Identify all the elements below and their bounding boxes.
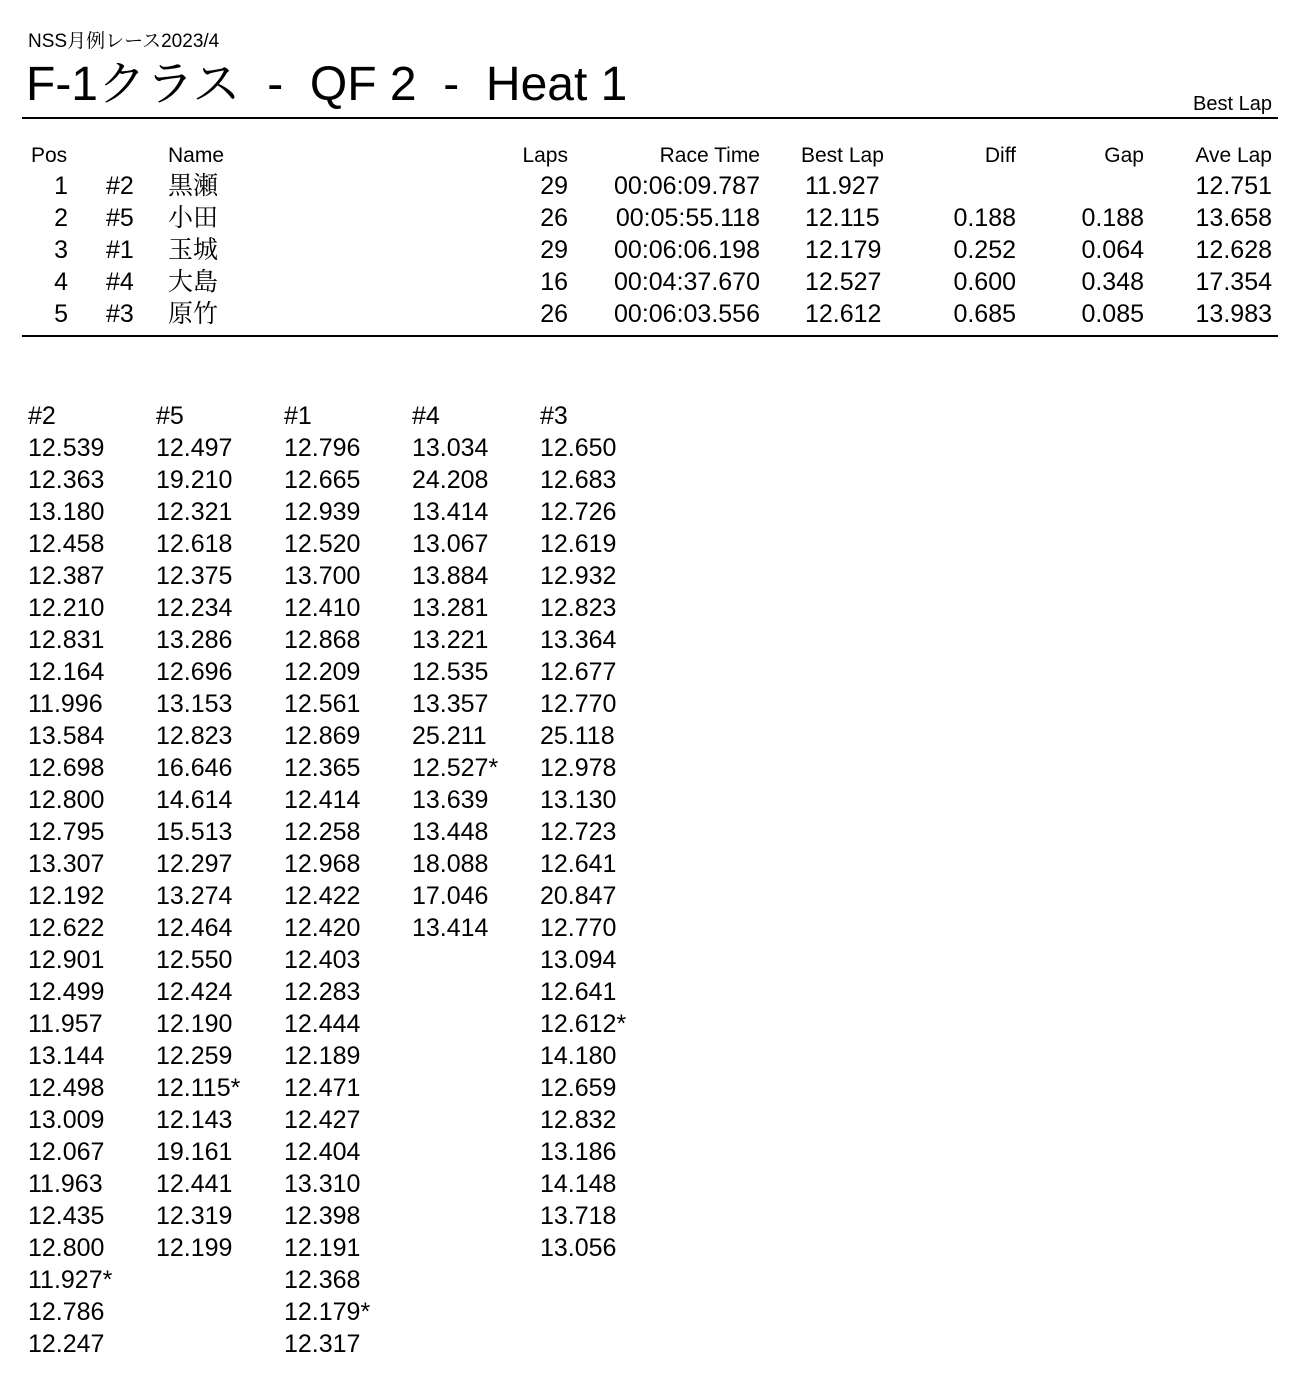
lap-time: 12.422 — [284, 882, 361, 910]
lap-time: 13.144 — [28, 1042, 105, 1070]
result-pos: 1 — [54, 172, 68, 200]
lap-time: 13.180 — [28, 498, 105, 526]
lap-time: 14.148 — [540, 1170, 617, 1198]
lap-time: 11.957 — [28, 1010, 103, 1038]
result-car-number: #1 — [106, 236, 134, 264]
report-subtitle: NSS月例レース2023/4 — [28, 31, 220, 52]
lap-time: 12.786 — [28, 1298, 105, 1326]
lap-time: 13.274 — [156, 882, 233, 910]
lap-time: 20.847 — [540, 882, 617, 910]
result-best-lap: 12.179 — [805, 236, 882, 264]
lap-time: 14.180 — [540, 1042, 617, 1070]
lap-time: 12.659 — [540, 1074, 617, 1102]
lap-time: 12.420 — [284, 914, 361, 942]
lap-time: 12.622 — [28, 914, 105, 942]
lap-time: 12.800 — [28, 1234, 105, 1262]
lap-time: 13.357 — [412, 690, 489, 718]
lap-time: 12.258 — [284, 818, 361, 846]
lap-time: 12.067 — [28, 1138, 105, 1166]
lap-time: 13.286 — [156, 626, 233, 654]
lap-time: 12.471 — [284, 1074, 361, 1102]
result-row — [0, 234, 1296, 266]
lap-time: 12.696 — [156, 658, 233, 686]
report-title: F-1クラス - QF 2 - Heat 1 — [26, 58, 628, 111]
lap-time: 12.832 — [540, 1106, 617, 1134]
lap-time: 11.963 — [28, 1170, 103, 1198]
result-row — [0, 170, 1296, 202]
result-car-number: #5 — [106, 204, 134, 232]
result-car-number: #3 — [106, 300, 134, 328]
result-car-number: #4 — [106, 268, 134, 296]
lap-time: 12.190 — [156, 1010, 233, 1038]
lap-time: 17.046 — [412, 882, 489, 910]
lap-time: 13.307 — [28, 850, 105, 878]
lap-time: 12.665 — [284, 466, 361, 494]
result-ave-lap: 13.658 — [1195, 204, 1272, 232]
lap-time: 12.234 — [156, 594, 233, 622]
lap-time: 12.939 — [284, 498, 361, 526]
result-ave-lap: 13.983 — [1195, 300, 1272, 328]
lap-time: 19.210 — [156, 466, 233, 494]
lap-time: 12.770 — [540, 914, 617, 942]
lap-time: 12.868 — [284, 626, 361, 654]
lap-time: 12.723 — [540, 818, 617, 846]
lap-time: 12.191 — [284, 1234, 361, 1262]
top-divider — [22, 117, 1278, 119]
results-body — [0, 170, 1296, 330]
lap-time: 12.770 — [540, 690, 617, 718]
lap-time: 25.211 — [412, 722, 487, 750]
lap-time: 12.683 — [540, 466, 617, 494]
lap-time: 12.800 — [28, 786, 105, 814]
lap-column — [156, 400, 284, 1264]
lap-column — [284, 400, 412, 1360]
lap-time: 11.927* — [28, 1266, 113, 1294]
lap-time: 12.978 — [540, 754, 617, 782]
lap-time: 12.365 — [284, 754, 361, 782]
lap-time: 12.823 — [540, 594, 617, 622]
result-ave-lap: 12.751 — [1195, 172, 1272, 200]
lap-time: 12.179* — [284, 1298, 371, 1326]
lap-time: 12.403 — [284, 946, 361, 974]
lap-time: 12.247 — [28, 1330, 105, 1358]
lap-time: 12.375 — [156, 562, 233, 590]
result-laps: 16 — [540, 268, 568, 296]
lap-time: 12.641 — [540, 850, 617, 878]
lap-time: 13.364 — [540, 626, 617, 654]
result-pos: 4 — [54, 268, 68, 296]
result-diff: 0.685 — [953, 300, 1016, 328]
lap-time: 12.414 — [284, 786, 361, 814]
lap-time: 12.535 — [412, 658, 489, 686]
lap-time: 12.199 — [156, 1234, 233, 1262]
result-race-time: 00:06:06.198 — [614, 236, 760, 264]
lap-time: 12.164 — [28, 658, 105, 686]
result-pos: 5 — [54, 300, 68, 328]
lap-time: 12.363 — [28, 466, 105, 494]
result-gap: 0.348 — [1081, 268, 1144, 296]
result-driver-name: 大島 — [168, 268, 219, 296]
lap-time: 14.614 — [156, 786, 233, 814]
result-row — [0, 298, 1296, 330]
lap-time: 12.932 — [540, 562, 617, 590]
lap-time: 13.153 — [156, 690, 233, 718]
lap-time: 13.310 — [284, 1170, 361, 1198]
lap-time: 12.619 — [540, 530, 617, 558]
lap-column-car: #2 — [28, 402, 56, 430]
lap-time: 12.677 — [540, 658, 617, 686]
lap-time: 13.067 — [412, 530, 489, 558]
result-laps: 26 — [540, 300, 568, 328]
result-row — [0, 266, 1296, 298]
lap-time: 12.210 — [28, 594, 105, 622]
results-header-row — [0, 142, 1296, 170]
lap-time: 12.831 — [28, 626, 105, 654]
lap-time: 13.221 — [412, 626, 489, 654]
lap-time: 12.641 — [540, 978, 617, 1006]
lap-time: 13.186 — [540, 1138, 617, 1166]
lap-time: 18.088 — [412, 850, 489, 878]
lap-time: 12.387 — [28, 562, 105, 590]
lap-time: 12.497 — [156, 434, 233, 462]
result-driver-name: 玉城 — [168, 236, 219, 264]
col-header-laps: Laps — [522, 144, 568, 167]
lap-time: 12.795 — [28, 818, 105, 846]
result-gap: 0.085 — [1081, 300, 1144, 328]
result-best-lap: 12.115 — [805, 204, 880, 232]
lap-time: 12.726 — [540, 498, 617, 526]
result-diff: 0.600 — [953, 268, 1016, 296]
lap-time: 13.094 — [540, 946, 617, 974]
col-header-name: Name — [168, 144, 225, 167]
result-gap: 0.188 — [1081, 204, 1144, 232]
result-race-time: 00:06:09.787 — [614, 172, 760, 200]
lap-time: 12.209 — [284, 658, 361, 686]
bottom-divider — [22, 335, 1278, 337]
lap-time: 12.410 — [284, 594, 361, 622]
result-race-time: 00:05:55.118 — [615, 204, 760, 232]
result-ave-lap: 12.628 — [1195, 236, 1272, 264]
results-table — [0, 142, 1296, 330]
lap-time: 12.869 — [284, 722, 361, 750]
lap-column — [412, 400, 540, 944]
lap-column-car: #3 — [540, 402, 568, 430]
lap-time: 12.427 — [284, 1106, 361, 1134]
lap-time: 12.498 — [28, 1074, 105, 1102]
lap-time: 12.698 — [28, 754, 105, 782]
lap-time: 13.884 — [412, 562, 489, 590]
lap-column — [540, 400, 668, 1264]
lap-time: 12.561 — [284, 690, 361, 718]
result-pos: 3 — [54, 236, 68, 264]
lap-time: 13.414 — [412, 498, 489, 526]
lap-time: 11.996 — [28, 690, 103, 718]
lap-column — [28, 400, 156, 1360]
result-best-lap: 12.612 — [805, 300, 882, 328]
lap-time: 25.118 — [540, 722, 615, 750]
lap-time: 13.034 — [412, 434, 489, 462]
result-diff: 0.188 — [953, 204, 1016, 232]
sort-label: Best Lap — [1193, 93, 1272, 115]
lap-time: 12.968 — [284, 850, 361, 878]
result-driver-name: 黒瀬 — [168, 172, 219, 200]
lap-time: 12.189 — [284, 1042, 361, 1070]
result-best-lap: 11.927 — [805, 172, 880, 200]
col-header-gap: Gap — [1104, 144, 1144, 167]
col-header-ave-lap: Ave Lap — [1195, 144, 1272, 167]
result-laps: 29 — [540, 172, 568, 200]
lap-time: 12.319 — [156, 1202, 233, 1230]
lap-time: 13.414 — [412, 914, 489, 942]
lap-time: 13.718 — [540, 1202, 617, 1230]
lap-time: 12.458 — [28, 530, 105, 558]
lap-time: 12.368 — [284, 1266, 361, 1294]
lap-time: 12.441 — [156, 1170, 233, 1198]
lap-time: 12.520 — [284, 530, 361, 558]
lap-time: 13.281 — [412, 594, 489, 622]
result-best-lap: 12.527 — [805, 268, 882, 296]
lap-time: 15.513 — [156, 818, 233, 846]
lap-time: 13.009 — [28, 1106, 105, 1134]
lap-time: 12.297 — [156, 850, 233, 878]
result-diff: 0.252 — [953, 236, 1016, 264]
lap-time: 12.424 — [156, 978, 233, 1006]
result-ave-lap: 17.354 — [1195, 268, 1272, 296]
result-driver-name: 原竹 — [168, 300, 219, 328]
lap-time: 13.448 — [412, 818, 489, 846]
lap-time: 12.321 — [156, 498, 233, 526]
col-header-race-time: Race Time — [659, 144, 760, 167]
lap-time: 12.259 — [156, 1042, 233, 1070]
lap-time: 12.464 — [156, 914, 233, 942]
result-race-time: 00:04:37.670 — [614, 268, 760, 296]
lap-time: 12.650 — [540, 434, 617, 462]
result-gap: 0.064 — [1081, 236, 1144, 264]
col-header-best-lap: Best Lap — [801, 144, 884, 167]
result-laps: 29 — [540, 236, 568, 264]
lap-time: 12.901 — [28, 946, 105, 974]
lap-column-car: #4 — [412, 402, 440, 430]
lap-time: 13.130 — [540, 786, 617, 814]
result-laps: 26 — [540, 204, 568, 232]
result-pos: 2 — [54, 204, 68, 232]
lap-time: 12.539 — [28, 434, 105, 462]
lap-time: 12.192 — [28, 882, 105, 910]
lap-time: 12.618 — [156, 530, 233, 558]
lap-time: 12.398 — [284, 1202, 361, 1230]
lap-time: 12.317 — [284, 1330, 361, 1358]
col-header-pos: Pos — [31, 144, 68, 167]
lap-column-car: #1 — [284, 402, 312, 430]
lap-time: 13.700 — [284, 562, 361, 590]
result-race-time: 00:06:03.556 — [614, 300, 760, 328]
lap-time: 13.639 — [412, 786, 489, 814]
lap-time: 19.161 — [156, 1138, 233, 1166]
lap-time: 12.823 — [156, 722, 233, 750]
result-car-number: #2 — [106, 172, 134, 200]
lap-time: 12.115* — [156, 1074, 241, 1102]
lap-time: 13.056 — [540, 1234, 617, 1262]
lap-time: 12.612* — [540, 1010, 627, 1038]
lap-column-car: #5 — [156, 402, 184, 430]
lap-time: 12.435 — [28, 1202, 105, 1230]
lap-time: 12.444 — [284, 1010, 361, 1038]
lap-time: 12.499 — [28, 978, 105, 1006]
lap-time: 12.404 — [284, 1138, 361, 1166]
lap-time: 13.584 — [28, 722, 105, 750]
lap-time: 12.527* — [412, 754, 499, 782]
lap-time: 12.283 — [284, 978, 361, 1006]
lap-time: 12.143 — [156, 1106, 233, 1134]
lap-time: 24.208 — [412, 466, 489, 494]
lap-time: 16.646 — [156, 754, 233, 782]
lap-time: 12.550 — [156, 946, 233, 974]
result-row — [0, 202, 1296, 234]
col-header-diff: Diff — [984, 144, 1016, 167]
lap-time: 12.796 — [284, 434, 361, 462]
result-driver-name: 小田 — [168, 204, 219, 232]
